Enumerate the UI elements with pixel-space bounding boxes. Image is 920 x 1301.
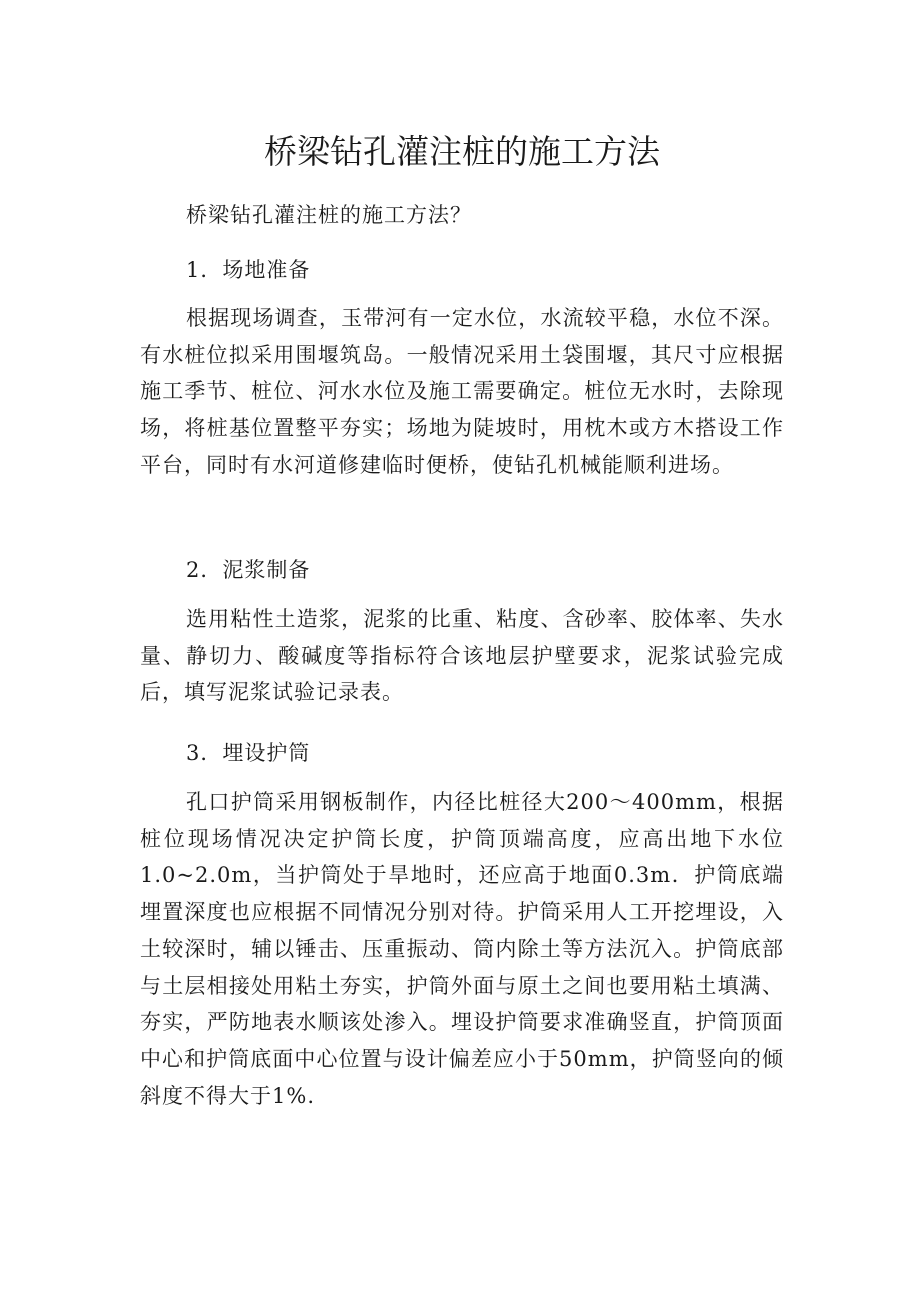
- intro-paragraph: 桥梁钻孔灌注桩的施工方法？: [186, 203, 472, 227]
- section-heading-2: 2．泥浆制备: [186, 558, 311, 582]
- section-heading-1: 1．场地准备: [186, 258, 311, 282]
- section-body-2: 选用粘性土造浆，泥浆的比重、粘度、含砂率、胶体率、失水量、静切力、酸碱度等指标符合该地层护壁要求，泥浆试验完成后，填写泥浆试验记录表。: [140, 607, 784, 705]
- section-body-1: 根据现场调查，玉带河有一定水位，水流较平稳，水位不深。有水桩位拟采用围堰筑岛。一般情况采用土袋围堰，其尺寸应根据施工季节、桩位、河水水位及施工需要确定。桩位无水时，去除现场，将桩基位置整平夯实；场地为陡坡时，用枕木或方木搭设工作平台，同时有水河道修建临时便桥，使钻孔机械能顺利进场。: [140, 306, 784, 477]
- section-heading-3: 3．埋设护筒: [186, 741, 311, 765]
- section-body-3: 孔口护筒采用钢板制作，内径比桩径大200～400mm，根据桩位现场情况决定护筒长度，护筒顶端高度，应高出地下水位1.0~2.0m，当护筒处于旱地时，还应高于地面0.3m．护筒底端埋置深度也应根据不同情况分别对待。护筒采用人工开挖埋设，入土较深时，辅以锤击、压重振动、筒内除土等方法沉入。护筒底部与土层相接处用粘土夯实，护筒外面与原土之间也要用粘土填满、夯实，严防地表水顺该处渗入。埋设护筒要求准确竖直，护筒顶面中心和护筒底面中心位置与设计偏差应小于50mm，护筒竖向的倾斜度不得大于1%.: [140, 790, 784, 1108]
- document-title: 桥梁钻孔灌注桩的施工方法: [264, 132, 660, 171]
